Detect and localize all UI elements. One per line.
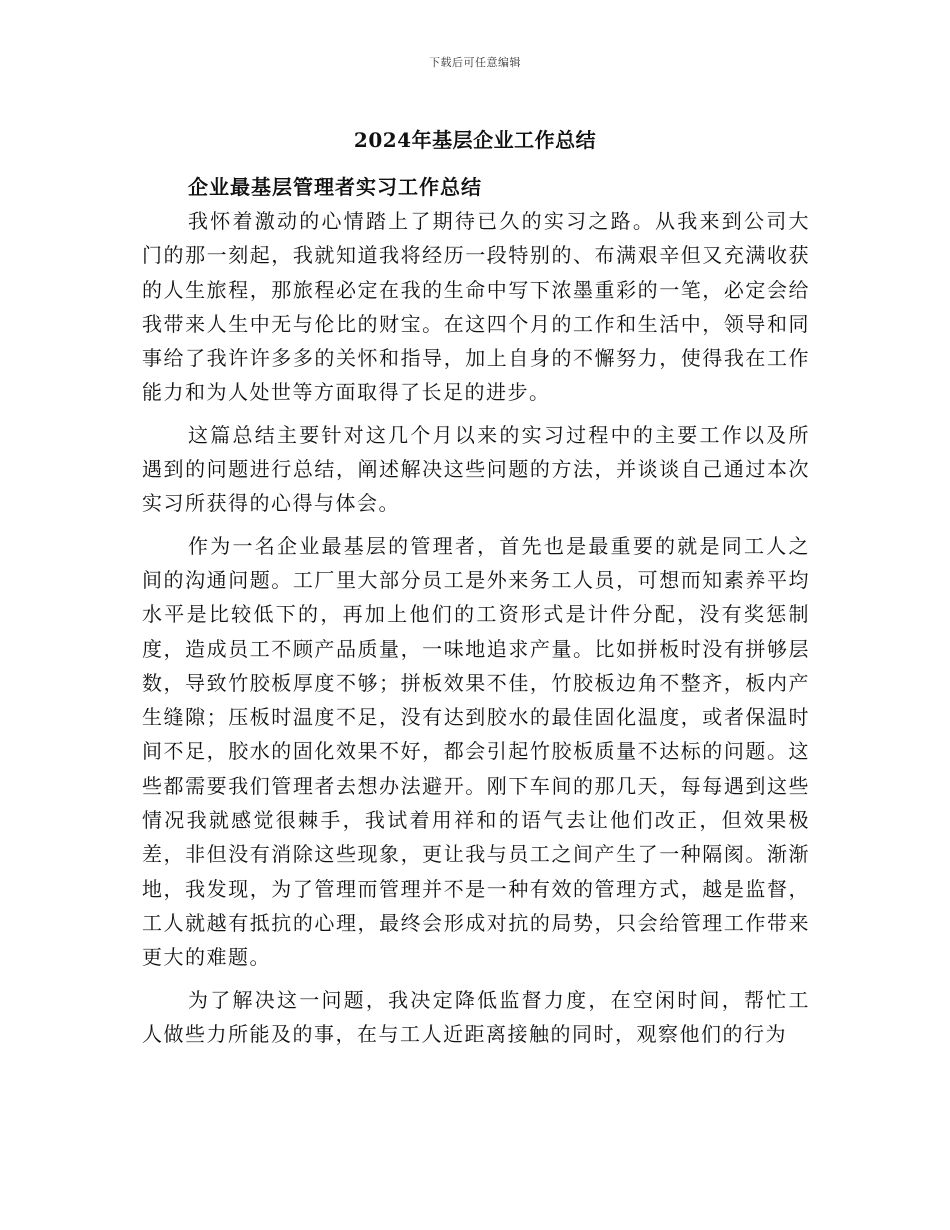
header-note: 下载后可任意编辑 [429, 56, 521, 69]
section-subtitle: 企业最基层管理者实习工作总结 [188, 175, 482, 199]
paragraph-intro: 我怀着激动的心情踏上了期待已久的实习之路。从我来到公司大门的那一刻起，我就知道我将经历一段特别的、布满艰辛但又充满收获的人生旅程，那旅程必定在我的生命中写下浓墨重彩的一笔，必定会给我带来人生中无与伦比的财宝。在这四个月的工作和生活中，领导和同事给了我许许多多的关怀和指导，加上自身的不懈努力，使得我在工作能力和为人处世等方面取得了长足的进步。 [142, 209, 810, 405]
document-body [142, 170, 810, 1051]
paragraph-solution: 为了解决这一问题，我决定降低监督力度，在空闲时间，帮忙工人做些力所能及的事，在与工人近距离接触的同时，观察他们的行为 [142, 987, 810, 1046]
paragraph-scope: 这篇总结主要针对这几个月以来的实习过程中的主要工作以及所遇到的问题进行总结，阐述解决这些问题的方法，并谈谈自己通过本次实习所获得的心得与体会。 [142, 422, 810, 516]
document-title: 2024年基层企业工作总结 [353, 128, 597, 152]
paragraph-communication: 作为一名企业最基层的管理者，首先也是最重要的就是同工人之间的沟通问题。工厂里大部分员工是外来务工人员，可想而知素养平均水平是比较低下的，再加上他们的工资形式是计件分配，没有奖惩制度，造成员工不顾产品质量，一味地追求产量。比如拼板时没有拼够层数，导致竹胶板厚度不够；拼板效果不佳，竹胶板边角不整齐，板内产生缝隙；压板时温度不足，没有达到胶水的最佳固化温度，或者保温时间不足，胶水的固化效果不好，都会引起竹胶板质量不达标的问题。这些都需要我们管理者去想办法避开。刚下车间的那几天，每每遇到这些情况我就感觉很棘手，我试着用祥和的语气去让他们改正，但效果极差，非但没有消除这些现象，更让我与员工之间产生了一种隔阂。渐渐地，我发现，为了管理而管理并不是一种有效的管理方式，越是监督，工人就越有抵抗的心理，最终会形成对抗的局势，只会给管理工作带来更大的难题。 [142, 533, 810, 970]
